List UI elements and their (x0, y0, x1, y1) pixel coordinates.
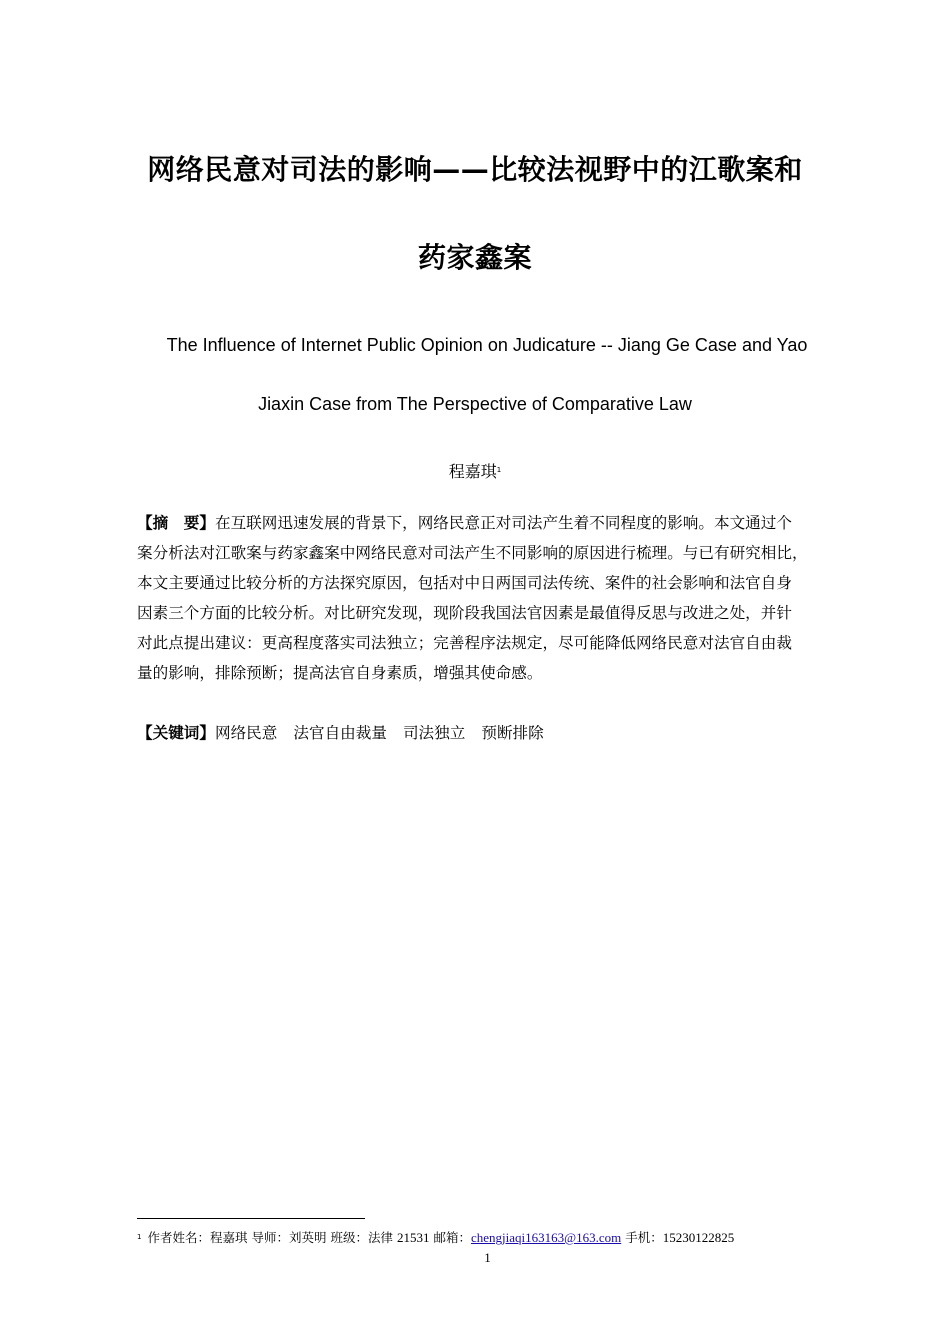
page-number: 1 (484, 1250, 491, 1265)
footnote-separator (137, 1218, 365, 1219)
english-title-line-2: Jiaxin Case from The Perspective of Comparative Law (258, 394, 692, 414)
footnote-advisor: 导师：刘英明 (251, 1230, 327, 1245)
abstract-line: 对此点提出建议：更高程度落实司法独立；完善程序法规定，尽可能降低网络民意对法官自由裁 (137, 634, 792, 652)
abstract-label: 【摘 要】 (137, 514, 215, 532)
keyword: 预断排除 (481, 724, 544, 742)
title-line-2: 药家鑫案 (417, 241, 532, 274)
author (0, 462, 950, 482)
keyword: 网络民意 (214, 724, 278, 742)
footnote-class: 班级：法律 21531 (330, 1230, 430, 1245)
author-name: 程嘉琪 (448, 462, 497, 481)
abstract-line: 因素三个方面的比较分析。对比研究发现，现阶段我国法官因素是最值得反思与改进之处，并针 (137, 604, 792, 622)
footnote-mark: 1 (137, 1233, 142, 1241)
keyword: 法官自由裁量 (293, 724, 387, 742)
author-footnote-ref[interactable]: 1 (496, 466, 502, 474)
footnote-email-label: 邮箱： (433, 1230, 471, 1245)
footnote-author: 作者姓名：程嘉琪 (147, 1230, 248, 1245)
abstract-line: 量的影响，排除预断；提高法官自身素质，增强其使命感。 (137, 664, 543, 682)
footnote (137, 1229, 734, 1247)
english-title-line-1: The Influence of Internet Public Opinion on Judicature -- Jiang Ge Case and Yao (166, 335, 808, 355)
title-line-1: 网络民意对司法的影响——比较法视野中的江歌案和 (147, 153, 803, 186)
keyword: 司法独立 (402, 724, 466, 742)
keywords-label: 【关键词】 (137, 724, 215, 742)
abstract-text: 在互联网迅速发展的背景下，网络民意正对司法产生着不同程度的影响。本文通过个 (214, 514, 792, 532)
email-link[interactable]: chengjiaqi163163@163.com (470, 1230, 622, 1245)
abstract-line: 案分析法对江歌案与药家鑫案中网络民意对司法产生不同影响的原因进行梳理。与已有研究相比， (137, 544, 808, 562)
abstract-line: 本文主要通过比较分析的方法探究原因，包括对中日两国司法传统、案件的社会影响和法官自身 (137, 574, 792, 592)
footnote-phone: 手机：15230122825 (625, 1230, 735, 1245)
keywords (137, 723, 560, 743)
abstract-line (137, 513, 842, 533)
